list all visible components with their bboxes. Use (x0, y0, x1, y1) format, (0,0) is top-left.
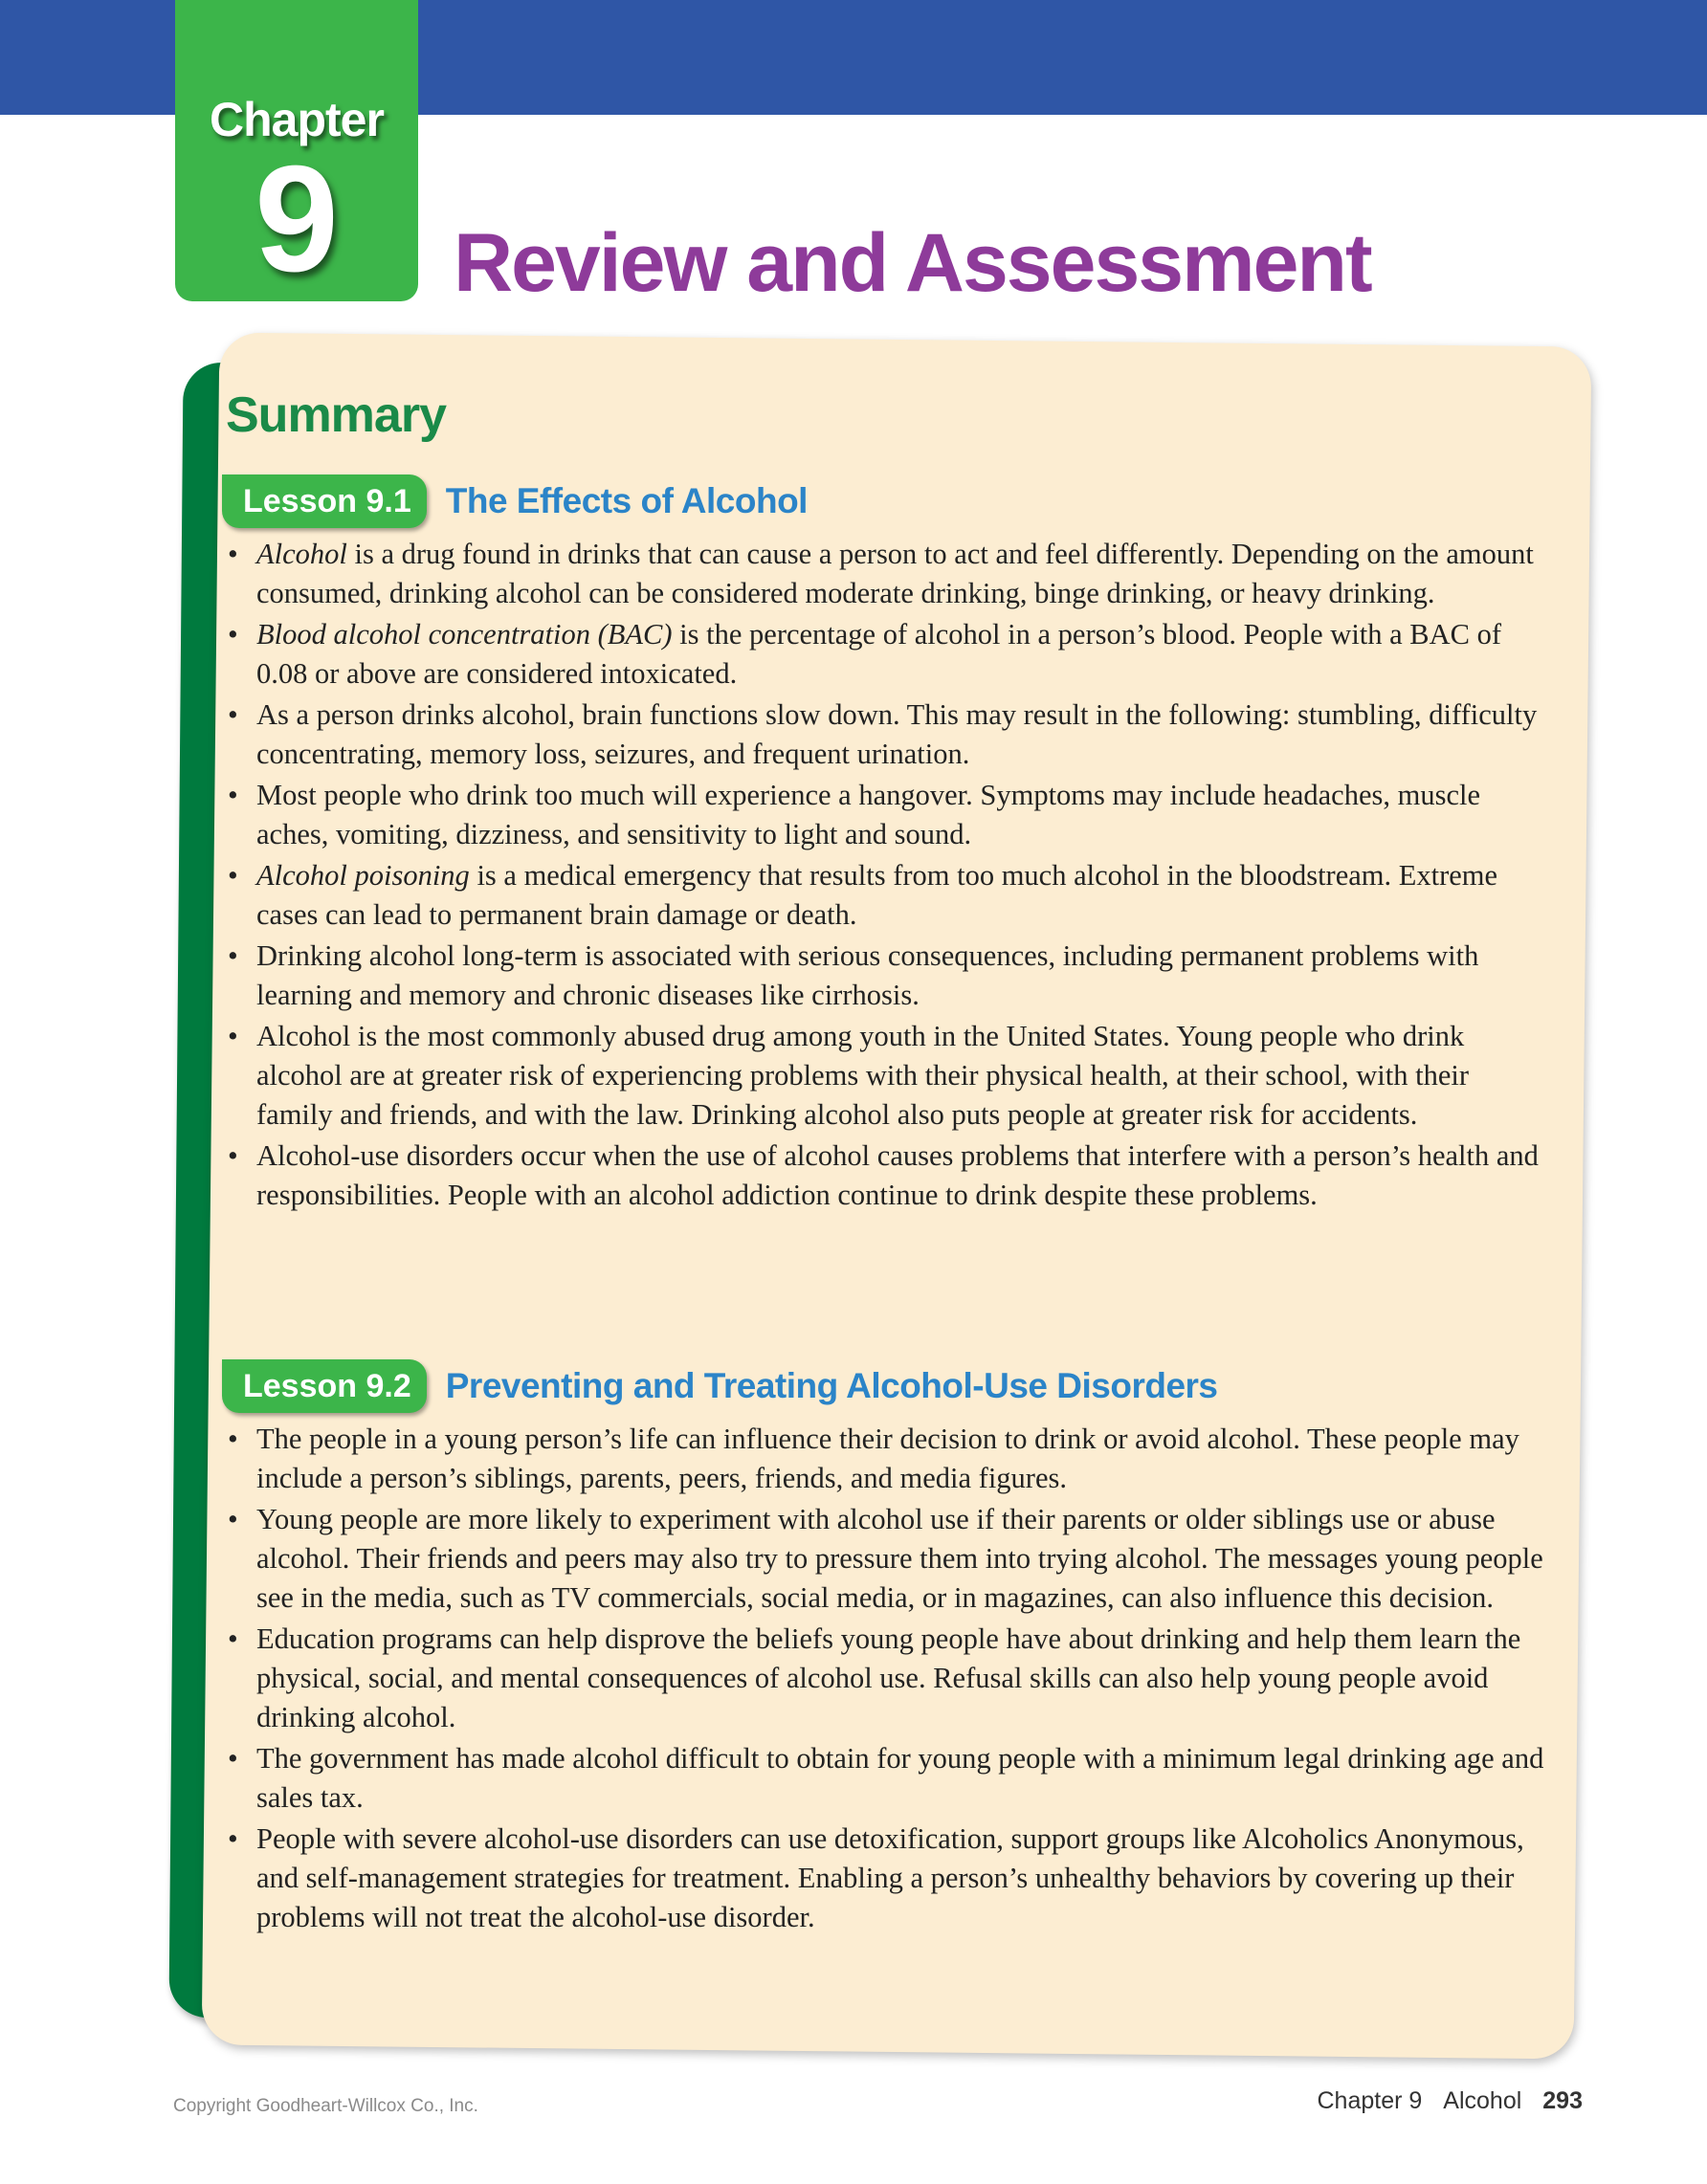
lesson-title: Preventing and Treating Alcohol-Use Disorders (445, 1366, 1218, 1405)
key-term: Alcohol (256, 538, 347, 570)
lesson-9-2-bullet-list (226, 1420, 1546, 1939)
list-item (226, 1820, 1546, 1937)
list-item (226, 615, 1546, 694)
copyright-notice: Copyright Goodheart-Willcox Co., Inc. (173, 2096, 478, 2116)
lesson-title: The Effects of Alcohol (445, 481, 808, 520)
bullet-text: Alcohol-use disorders occur when the use of alcohol causes problems that interfere with a person’s health and responsibilities. People with an alcohol addiction continue to drink despite these problems. (256, 1139, 1539, 1211)
footer-chapter: Chapter 9 (1317, 2087, 1423, 2114)
summary-heading: Summary (226, 387, 446, 443)
chapter-label: Chapter (210, 93, 384, 146)
list-item (226, 1420, 1546, 1498)
bullet-text: The people in a young person’s life can influence their decision to drink or avoid alcohol. These people may include a person’s siblings, parents, peers, friends, and media figures. (256, 1423, 1519, 1494)
list-item (226, 937, 1546, 1015)
bullet-text: Young people are more likely to experiment with alcohol use if their parents or older siblings use or abuse alcohol. Their friends and peers may also try to pressure them into trying alcohol. The messages young people see in the media, such as TV commercials, social media, or in magazines, can also influence this decision. (256, 1503, 1543, 1614)
lesson-header-9-2 (222, 1357, 1218, 1415)
bullet-text: is the percentage of alcohol in a person’s blood. People with a BAC of 0.08 or above are considered intoxicated. (256, 618, 1502, 690)
key-term: Blood alcohol concentration (BAC) (256, 618, 673, 651)
bullet-text: is a drug found in drinks that can cause a person to act and feel differently. Depending on the amount consumed, drinking alcohol can be considered moderate drinking, binge drinking, or heavy drinking. (256, 538, 1534, 609)
bullet-text: Alcohol is the most commonly abused drug among youth in the United States. Young people who drink alcohol are at greater risk of experiencing problems with their physical health, at their school, with their family and friends, and with the law. Drinking alcohol also puts people at greater risk for accidents. (256, 1020, 1470, 1131)
bullet-text: Drinking alcohol long-term is associated with serious consequences, including permanent problems with learning and memory and chronic diseases like cirrhosis. (256, 939, 1479, 1011)
lesson-9-1-bullet-list (226, 535, 1546, 1217)
page-number: 293 (1542, 2087, 1583, 2114)
list-item (226, 1739, 1546, 1818)
bullet-text: The government has made alcohol difficult to obtain for young people with a minimum legal drinking age and sales tax. (256, 1742, 1544, 1814)
page-title: Review and Assessment (454, 217, 1371, 309)
list-item (226, 1136, 1546, 1215)
page-footer (1296, 2087, 1583, 2115)
footer-section: Alcohol (1443, 2087, 1522, 2114)
key-term: Alcohol poisoning (256, 859, 470, 892)
list-item (226, 695, 1546, 774)
list-item (226, 535, 1546, 613)
bullet-text: Most people who drink too much will experience a hangover. Symptoms may include headaches, muscle aches, vomiting, dizziness, and sensitivity to light and sound. (256, 779, 1480, 850)
list-item (226, 856, 1546, 935)
lesson-badge: Lesson 9.2 (222, 1359, 427, 1413)
list-item (226, 776, 1546, 854)
bullet-text: As a person drinks alcohol, brain functions slow down. This may result in the following: stumbling, difficulty concentrating, memory loss, seizures, and frequent urination. (256, 698, 1538, 770)
bullet-text: is a medical emergency that results from too much alcohol in the bloodstream. Extreme cases can lead to permanent brain damage or death. (256, 859, 1498, 931)
lesson-badge: Lesson 9.1 (222, 474, 427, 528)
list-item (226, 1017, 1546, 1135)
lesson-header-9-1 (222, 473, 808, 530)
bullet-text: People with severe alcohol-use disorders can use detoxification, support groups like Alcoholics Anonymous, and self-management strategies for treatment. Enabling a person’s unhealthy behaviors by covering up their problems will not treat the alcohol-use disorder. (256, 1822, 1524, 1933)
list-item (226, 1620, 1546, 1737)
chapter-number: 9 (255, 135, 339, 303)
bullet-text: Education programs can help disprove the beliefs young people have about drinking and help them learn the physical, social, and mental consequences of alcohol use. Refusal skills can also help young people avoid drinking alcohol. (256, 1622, 1521, 1733)
list-item (226, 1500, 1546, 1618)
chapter-tab (175, 0, 418, 301)
